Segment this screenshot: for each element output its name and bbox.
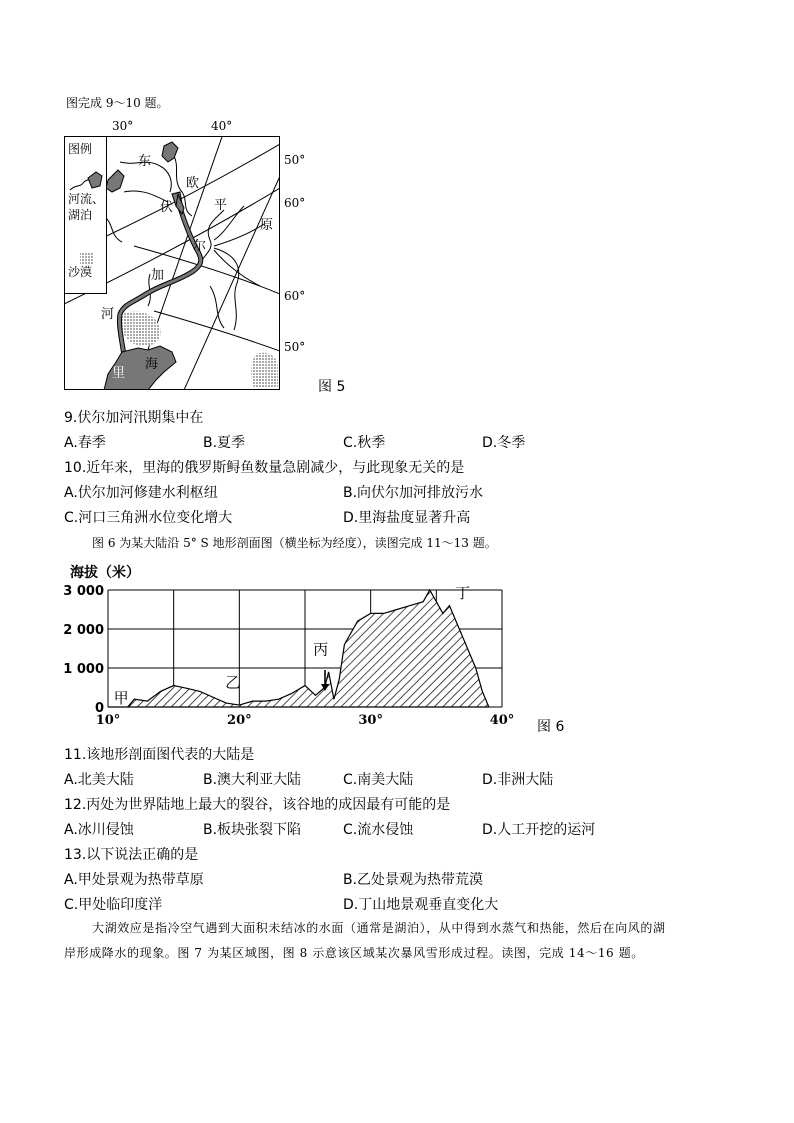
x-tick-label: 40° [489,713,515,728]
map-char-dong: 东 [138,154,152,169]
q12-stem: 12.丙处为世界陆地上最大的裂谷，该谷地的成因最有可能的是 [64,797,451,813]
legend-river-label: 河流、 [68,192,105,206]
q9-option-c: C.秋季 [343,435,386,451]
q13-option-b: B.乙处景观为热带荒漠 [343,872,484,888]
map-svg [64,136,280,390]
terrain-profile-area [108,590,489,707]
q9-stem: 9.伏尔加河汛期集中在 [64,410,204,426]
q13-option-c: C.甲处临印度洋 [64,897,163,913]
legend-desert-label: 沙漠 [68,265,93,279]
intro-text: 图完成 9～10 题。 [66,96,169,110]
map-char-hai: 海 [145,357,159,372]
map-char-ou: 欧 [186,176,200,191]
map-tick-40: 40° [211,119,233,133]
desert-area-west [121,312,161,346]
chart-ylabel: 海拔（米） [70,565,140,581]
q11-stem: 11.该地形剖面图代表的大陆是 [64,747,255,763]
q9-option-b: B.夏季 [203,435,246,451]
map-char-jia: 加 [151,268,165,283]
map-tick-right-60-top: 60° [284,196,306,210]
desert-area-east [251,353,278,388]
map-char-he: 河 [101,307,115,322]
q12-option-c: C.流水侵蚀 [343,822,414,838]
q11-option-b: B.澳大利亚大陆 [203,772,302,788]
q11-option-a: A.北美大陆 [64,772,134,788]
q11-option-d: D.非洲大陆 [482,772,554,788]
x-tick-label: 20° [227,713,252,728]
q13-option-d: D.丁山地景观垂直变化大 [343,897,499,913]
q10-option-d: D.里海盐度显著升高 [343,510,471,526]
map-char-li: 里 [112,366,126,381]
q9-option-d: D.冬季 [482,435,526,451]
map-char-fu: 伏 [160,200,174,215]
q13-option-a: A.甲处景观为热带草原 [64,872,204,888]
y-tick-label: 3 000 [63,584,104,599]
q12-option-a: A.冰川侵蚀 [64,822,134,838]
figure-6-caption: 图 6 [537,719,565,735]
annotation-label: 甲 [113,689,129,708]
y-tick-label: 0 [94,701,104,716]
figure-5-caption: 图 5 [318,379,346,395]
y-tick-label: 1 000 [63,662,104,677]
q10-stem: 10.近年来，里海的俄罗斯鲟鱼数量急剧减少，与此现象无关的是 [64,460,465,476]
lake-west [106,170,124,192]
annotation-label: 丙 [313,640,329,659]
profile-svg [60,580,540,730]
x-tick-label: 30° [358,713,383,728]
legend-title: 图例 [68,142,93,156]
x-tick-label: 10° [95,713,121,728]
map-char-ping: 平 [214,198,228,213]
paragraph-line-1: 大湖效应是指冷空气遇到大面积未结冰的水面（通常是湖泊），从中得到水蒸气和热能，然后在向风的湖 [92,921,666,935]
legend-lake-label: 湖泊 [68,208,93,222]
q11-option-c: C.南美大陆 [343,772,414,788]
q9-option-a: A.春季 [64,435,106,451]
q10-option-c: C.河口三角洲水位变化增大 [64,510,233,526]
q12-option-d: D.人工开挖的运河 [482,822,596,838]
y-tick-label: 2 000 [63,623,104,638]
q10-option-a: A.伏尔加河修建水利枢纽 [64,485,218,501]
map-tick-30: 30° [112,119,134,133]
fig6-intro: 图 6 为某大陆沿 5° S 地形剖面图（横坐标为经度），读图完成 11～13 题。 [92,536,497,550]
annotation-label: 乙 [225,673,241,692]
paragraph-line-2: 岸形成降水的现象。图 7 为某区域图，图 8 示意该区域某次暴风雪形成过程。读图，完成 14～16 题。 [64,946,644,960]
q12-option-b: B.板块张裂下陷 [203,822,302,838]
map-char-er: 尔 [193,239,207,254]
q13-stem: 13.以下说法正确的是 [64,847,199,863]
map-tick-right-60-bottom: 60° [284,289,306,303]
annotation-label: 丁 [455,583,471,602]
map-tick-right-50-top: 50° [284,153,306,167]
map-char-yuan: 原 [260,218,274,233]
map-tick-right-50-bottom: 50° [284,340,306,354]
q10-option-b: B.向伏尔加河排放污水 [343,485,484,501]
